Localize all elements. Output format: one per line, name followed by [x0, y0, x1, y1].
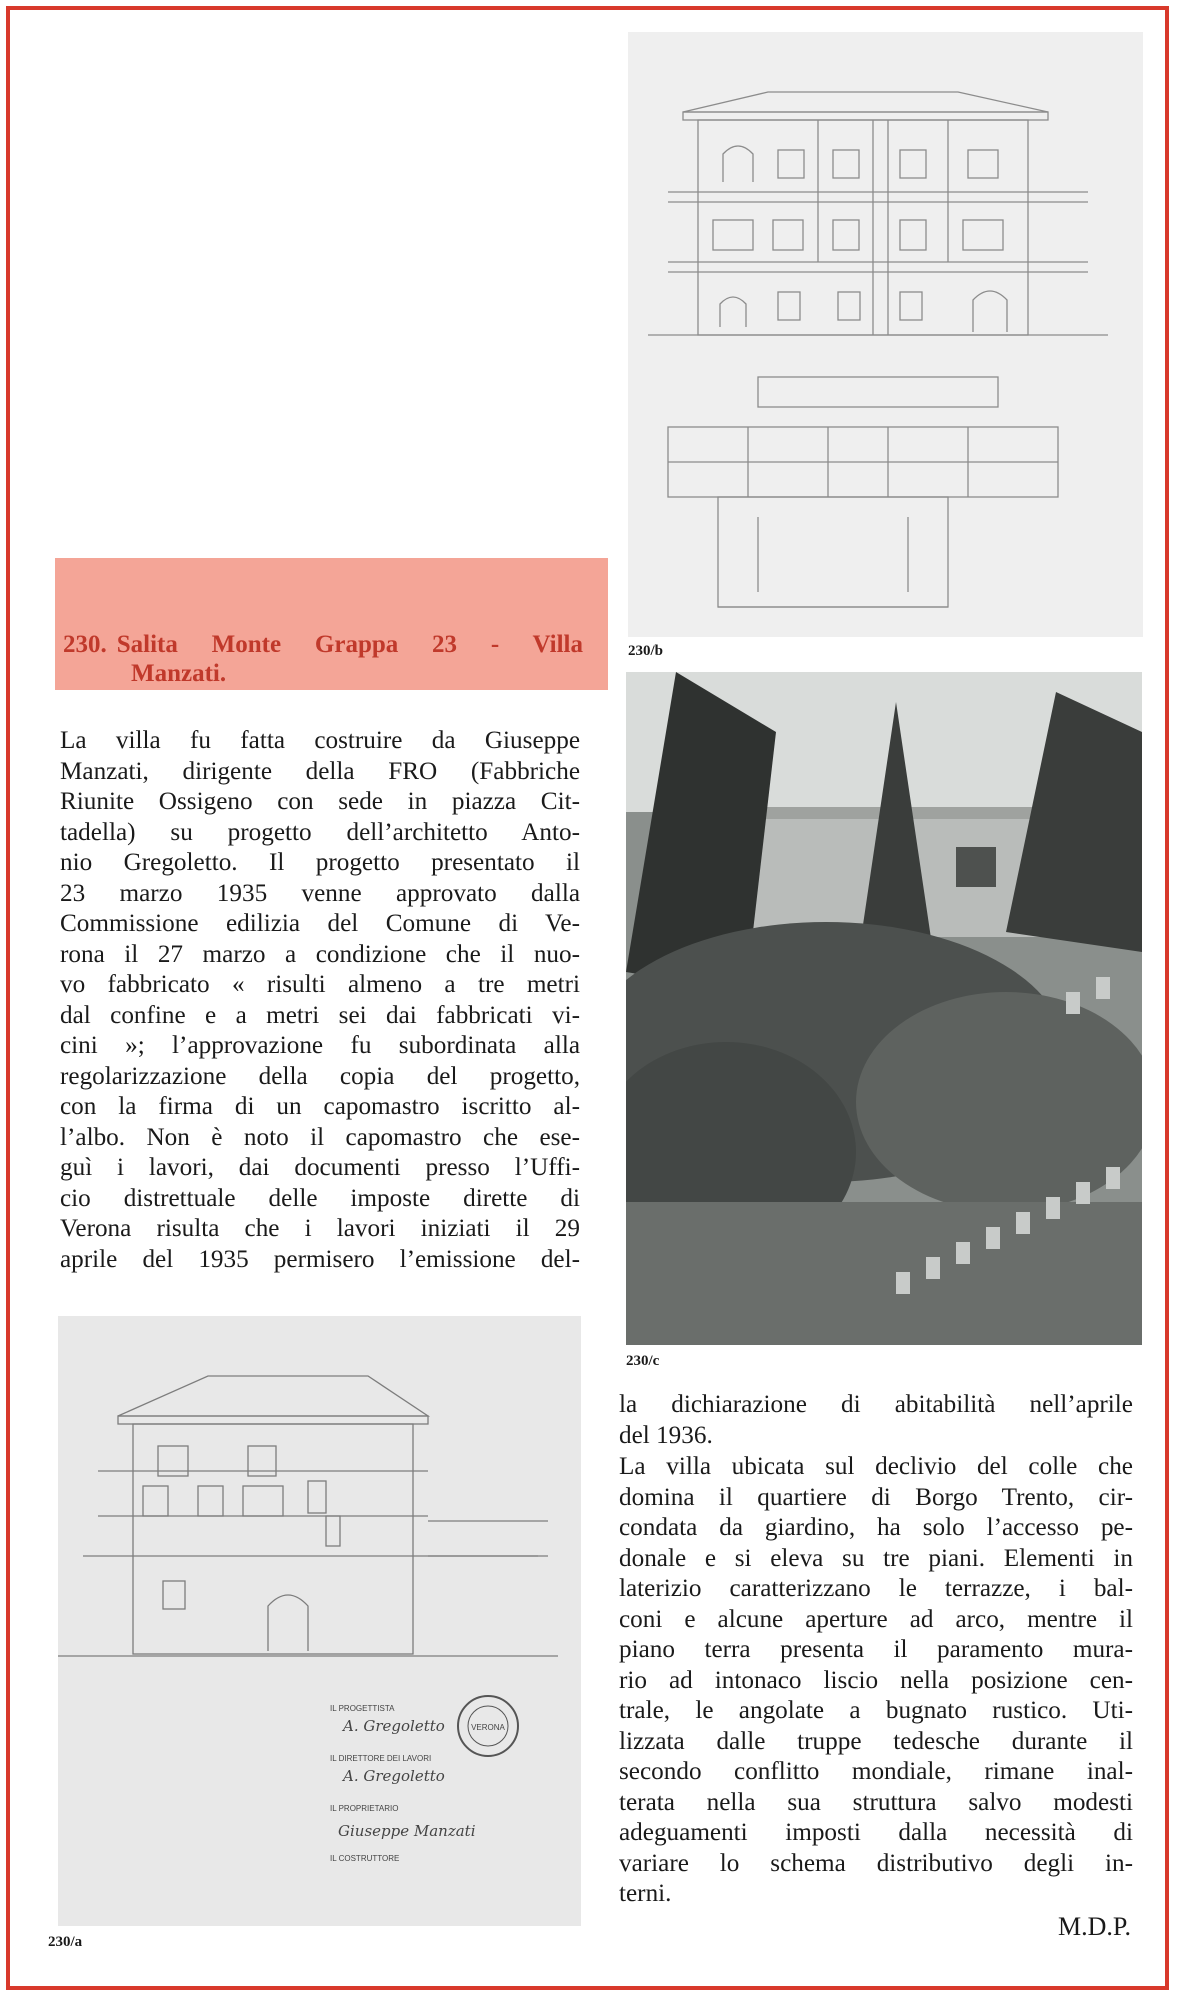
- villa-elevation-drawing: [58, 1316, 581, 1926]
- signature-progettista: A. Gregoletto: [343, 1717, 445, 1735]
- entry-heading: [63, 630, 583, 688]
- text-line: trale, le angolate a bugnato rustico. Uti-: [619, 1697, 1133, 1724]
- text-line: secondo conflitto mondiale, rimane inal-: [619, 1758, 1133, 1785]
- label-proprietario: IL PROPRIETARIO: [330, 1804, 399, 1813]
- text-line: cio distrettuale delle imposte dirette di: [60, 1184, 580, 1212]
- body-paragraph-2: [619, 1390, 1133, 1451]
- text-line: Riunite Ossigeno con sede in piazza Cit-: [60, 788, 580, 815]
- text-line: del 1936.: [619, 1421, 713, 1449]
- text-line: coni e alcune aperture ad arco, mentre il: [619, 1605, 1133, 1633]
- figure-230c-photo: [626, 672, 1142, 1345]
- text-line: terata nella sua struttura salvo modesti: [619, 1788, 1133, 1816]
- text-line: con la firma di un capomastro iscritto al-: [60, 1093, 580, 1120]
- entry-title-line1: Salita Monte Grappa 23 - Villa: [116, 631, 583, 658]
- label-costruttore: IL COSTRUTTORE: [330, 1854, 400, 1863]
- figure-230b-drawing: [628, 32, 1143, 637]
- text-line: 23 marzo 1935 venne approvato dalla: [60, 879, 580, 907]
- figure-caption-230b: 230/b: [628, 643, 664, 659]
- text-line: dal confine e a metri sei dai fabbricati vi-: [60, 1001, 580, 1029]
- text-line: vo fabbricato « risulti almeno a tre metri: [60, 971, 580, 998]
- stamp-icon: [458, 1696, 518, 1756]
- text-line: cini »; l’approvazione fu subordinata alla: [60, 1032, 580, 1059]
- text-line: adeguamenti imposti dalla necessità di: [619, 1819, 1133, 1846]
- text-line: La villa ubicata sul declivio del colle che: [619, 1453, 1133, 1480]
- text-line: La villa fu fatta costruire da Giuseppe: [60, 727, 580, 754]
- text-line: piano terra presenta il paramento mura-: [619, 1636, 1133, 1663]
- elevation-plan-drawing: [628, 32, 1143, 637]
- figure-230a-drawing: [58, 1316, 581, 1926]
- text-line: terni.: [619, 1880, 672, 1907]
- label-progettista: IL PROGETTISTA: [330, 1704, 395, 1713]
- text-line: Commissione edilizia del Comune di Ve-: [60, 910, 580, 937]
- text-line: condata da giardino, ha solo l’accesso pe-: [619, 1514, 1133, 1541]
- text-line: l’albo. Non è noto il capomastro che ese-: [60, 1123, 580, 1151]
- villa-garden-photo: [626, 672, 1142, 1345]
- text-line: aprile del 1935 permisero l’emissione del-: [60, 1245, 580, 1273]
- entry-number: 230.: [63, 631, 107, 658]
- text-line: donale e si eleva su tre piani. Elementi in: [619, 1544, 1133, 1572]
- stamp-text: VERONA: [471, 1723, 505, 1732]
- text-line: regolarizzazione della copia del progetto,: [60, 1062, 580, 1090]
- signature-proprietario: Giuseppe Manzati: [338, 1822, 476, 1840]
- text-line: tadella) su progetto dell’architetto Anto-: [60, 818, 580, 846]
- text-line: lizzata dalle truppe tedesche durante il: [619, 1727, 1133, 1755]
- text-line: domina il quartiere di Borgo Trento, cir-: [619, 1483, 1133, 1511]
- text-line: guì i lavori, dai documenti presso l’Uffi-: [60, 1154, 580, 1181]
- body-paragraph-1: [60, 726, 580, 1275]
- text-line: variare lo schema distributivo degli in-: [619, 1849, 1133, 1877]
- text-line: rio ad intonaco liscio nella posizione cen-: [619, 1666, 1133, 1694]
- author-signature: M.D.P.: [1058, 1912, 1131, 1941]
- figure-caption-230c: 230/c: [626, 1353, 660, 1369]
- text-line: rona il 27 marzo a condizione che il nuo-: [60, 940, 580, 968]
- text-line: la dichiarazione di abitabilità nell’aprile: [619, 1391, 1133, 1418]
- body-paragraph-3: [619, 1452, 1133, 1910]
- figure-caption-230a: 230/a: [48, 1934, 83, 1950]
- label-direttore: IL DIRETTORE DEI LAVORI: [330, 1754, 432, 1763]
- text-line: nio Gregoletto. Il progetto presentato il: [60, 849, 580, 876]
- entry-title-line2: Manzati.: [131, 660, 227, 687]
- text-line: Verona risulta che i lavori iniziati il 29: [60, 1215, 580, 1242]
- text-line: Manzati, dirigente della FRO (Fabbriche: [60, 757, 580, 785]
- text-line: laterizio caratterizzano le terrazze, i bal-: [619, 1575, 1133, 1602]
- signature-direttore: A. Gregoletto: [343, 1767, 445, 1785]
